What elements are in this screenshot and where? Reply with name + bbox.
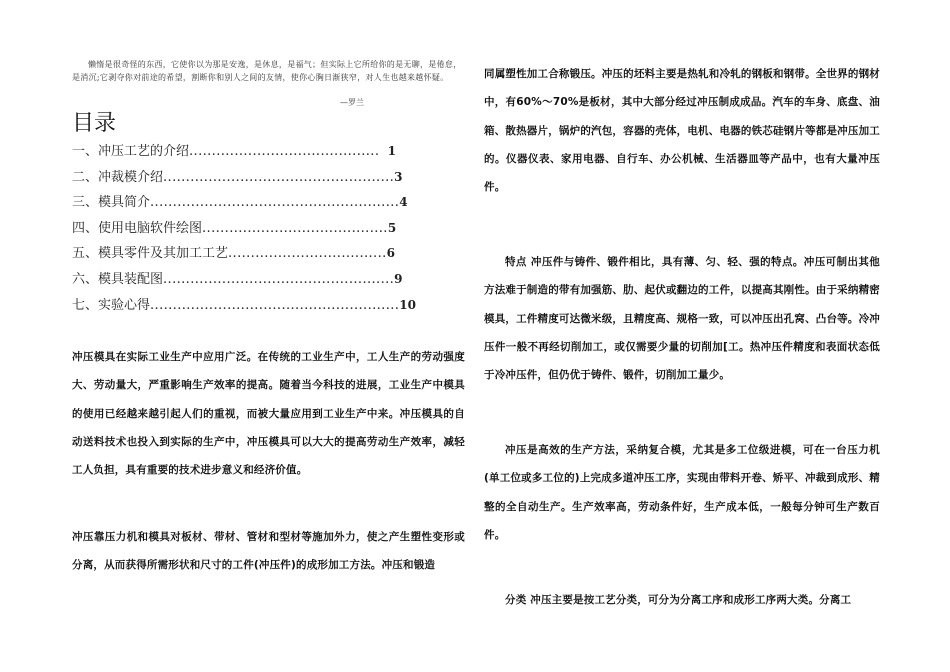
toc-item[interactable]: [72, 267, 412, 293]
toc-item-page: 1: [387, 144, 396, 158]
toc-item[interactable]: [72, 165, 412, 191]
toc-item[interactable]: [72, 293, 416, 319]
features-paragraph: 特点 冲压件与铸件、锻件相比，具有薄、匀、轻、强的特点。冲压可制出其他方法难于制造的带有加强筋、肋、起伏或翻边的工件，以提高其刚性。由于采纳精密模具，工件精度可达微米级，且精度高、规格一致，可以冲压出孔窝、凸台等。冷冲压件一般不再经切削加工，或仅需要少量的切削加[工。热冲压件精度和表面状态低于冷冲压件，但仍优于铸件、锻件，切削加工量少。: [484, 256, 880, 382]
toc-title: 目录: [72, 111, 117, 136]
toc-item-label: 六、模具装配图: [72, 271, 164, 287]
toc-item-label: 一、冲压工艺的介绍: [72, 144, 190, 159]
intro-paragraph: 冲压模具在实际工业生产中应用广泛。在传统的工业生产中，工人生产的劳动强度大、劳动量大，严重影响生产效率的提高。随着当今科技的进展，工业生产中模具的使用已经越来越引起人们的重视，而被大量应用到工业生产中来。冲压模具的自动送料技术也投入到实际的生产中，冲压模具可以大大的提高劳动生产效率，减轻工人负担，具有重要的技术进步意义和经济价值。: [72, 351, 465, 477]
toc-item-label: 二、冲裁模介绍: [72, 169, 164, 185]
toc-item-leader: ...................................................: [163, 169, 395, 185]
table-of-contents: [72, 139, 416, 318]
toc-item-leader: ...................................................: [163, 271, 395, 287]
toc-item-page: 5: [387, 220, 397, 235]
toc-item-leader: ...................................: [228, 246, 387, 262]
toc-item[interactable]: [72, 139, 412, 165]
toc-item-leader: ..........................................: [189, 144, 380, 159]
toc-item[interactable]: [72, 216, 412, 242]
toc-item-page: 4: [399, 195, 408, 210]
toc-item-page: 6: [386, 246, 396, 261]
toc-item-leader: .......................................................: [150, 297, 400, 313]
toc-item-label: 三、模具简介: [72, 195, 151, 211]
toc-item-leader: .........................................: [202, 220, 388, 236]
toc-item-leader: .......................................................: [150, 195, 400, 211]
toc-item[interactable]: [72, 190, 412, 216]
toc-item-label: 四、使用电脑软件绘图: [72, 220, 203, 236]
toc-item[interactable]: [72, 241, 412, 267]
toc-item-page: 10: [399, 297, 416, 312]
classification-paragraph: 分类 冲压主要是按工艺分类，可分为分离工序和成形工序两大类。分离工: [505, 594, 852, 606]
toc-item-label: 七、实验心得: [72, 297, 151, 313]
toc-item-page: 3: [394, 169, 403, 184]
efficiency-paragraph: 冲压是高效的生产方法，采纳复合模，尤其是多工位级进模，可在一台压力机(单工位或多工位的)上完成多道冲压工序，实现由带料开卷、矫平、冲裁到成形、精整的全自动生产。生产效率高，劳动条件好，生产成本低，一般每分钟可生产数百件。: [484, 444, 880, 541]
stamping-materials-paragraph: 同属塑性加工合称锻压。冲压的坯料主要是热轧和冷轧的钢板和钢带。全世界的钢材中，有60%～70%是板材，其中大部分经过冲压制成成品。汽车的车身、底盘、油箱、散热器片，锅炉的汽包，容器的壳体，电机、电器的铁芯硅钢片等都是冲压加工的。仪器仪表、家用电器、自行车、办公机械、生活器皿等产品中，也有大量冲压件。: [484, 68, 880, 194]
epigraph-quote: 懒惰是很奇怪的东西，它使你以为那是安逸，是休息，是福气；但实际上它所给你的是无聊，是倦怠，是消沉;它剥夺你对前途的希望，割断你和别人之间的友情，使你心胸日渐狭窄，对人生也越来越怀疑。: [72, 60, 462, 82]
toc-item-page: 9: [394, 271, 403, 286]
epigraph-author: —罗兰: [340, 98, 364, 107]
stamping-definition-paragraph: 冲压靠压力机和模具对板材、带材、管材和型材等施加外力，使之产生塑性变形或分离，从而获得所需形状和尺寸的工件(冲压件)的成形加工方法。冲压和锻造: [72, 531, 465, 572]
toc-item-label: 五、模具零件及其加工工艺: [72, 246, 229, 262]
